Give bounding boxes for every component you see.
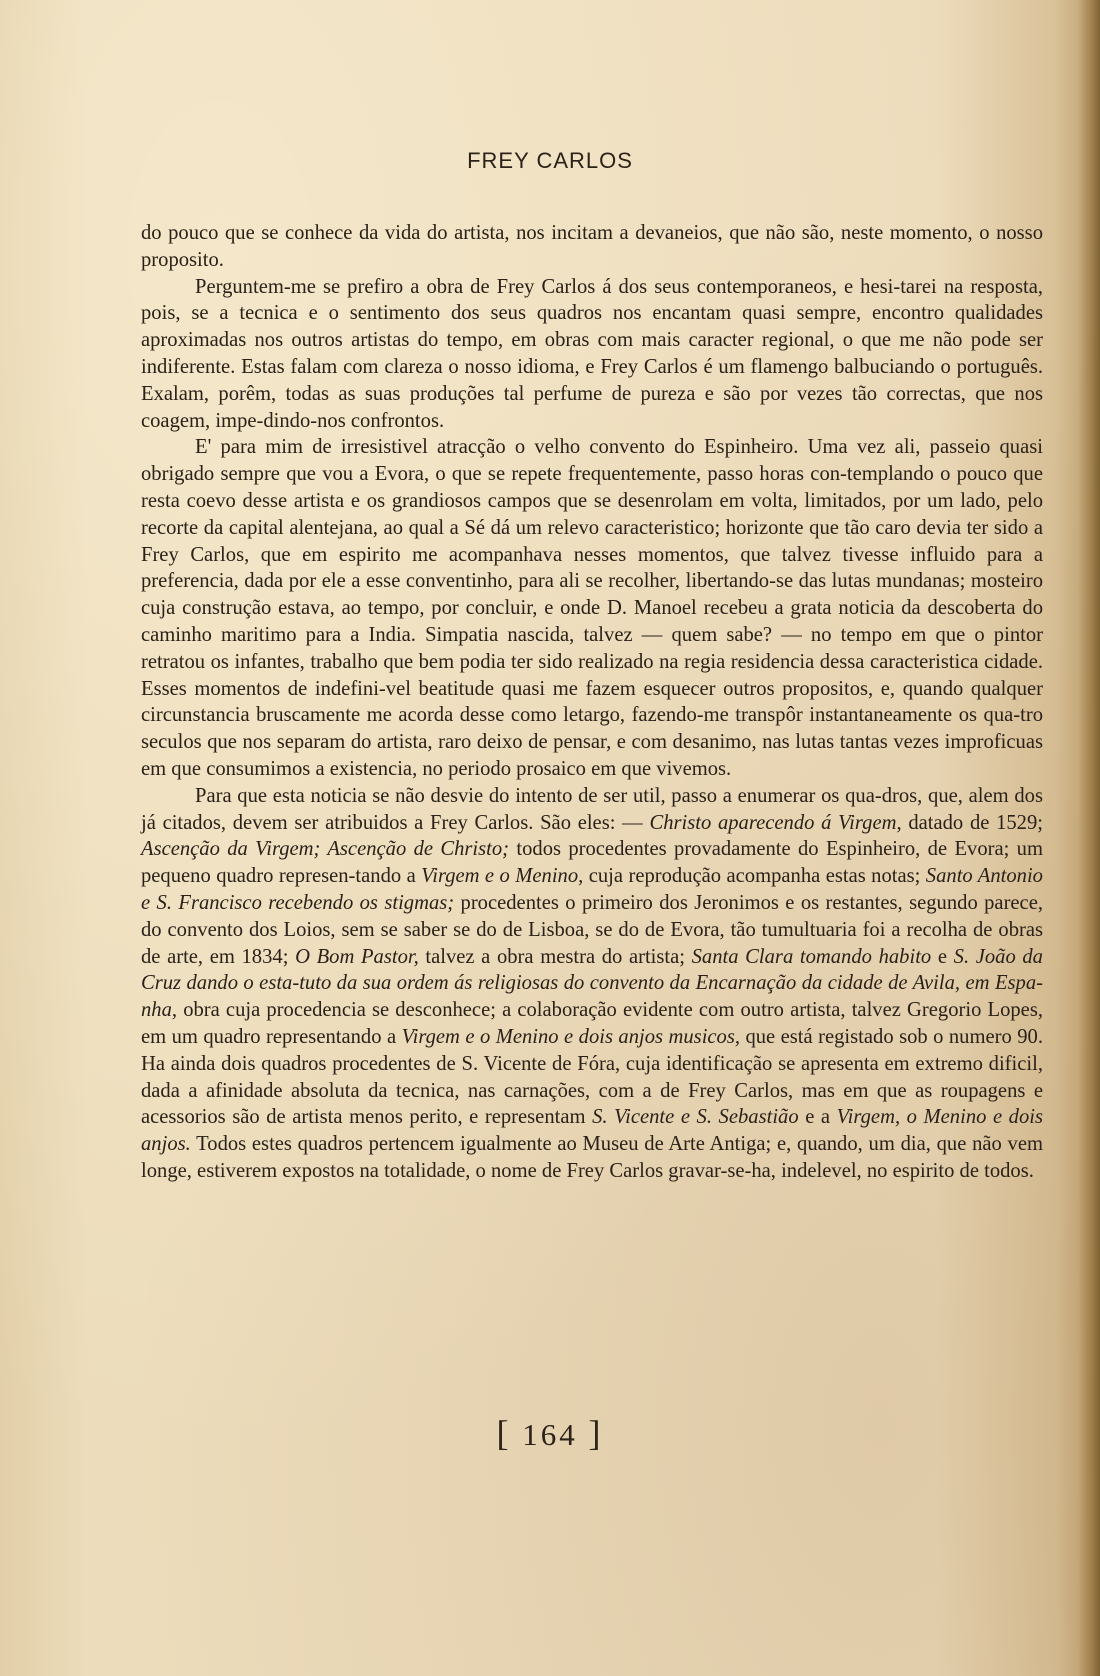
paragraph: E' para mim de irresistivel atracção o velho convento do Espinheiro. Uma vez ali, passeio quasi obrigado sempre que vou a Evora, o que se repete frequentemente, passo horas con-templando o pouco que resta coevo desse artista e os grandiosos campos que se desenrolam em volta, limitados, por um lado, pelo recorte da capital alentejana, ao qual a Sé dá um relevo caracteristico; horizonte que tão caro devia ter sido a Frey Carlos, que em espirito me acompanhava nesses momentos, que talvez tivesse influido para a preferencia, dada por ele a esse conventinho, para ali se recolher, libertando-se das lutas mundanas; mosteiro cuja construção estava, ao tempo, por concluir, e onde D. Manoel recebeu a grata noticia da descoberta do caminho maritimo para a India. Simpatia nascida, talvez — quem sabe? — no tempo em que o pintor retratou os infantes, trabalho que bem podia ter sido realizado na regia residencia dessa caracteristica cidade. Esses momentos de indefini-vel beatitude quasi me fazem esquecer outros propositos, e, quando qualquer circunstancia bruscamente me acorda desse como letargo, fazendo-me transpôr instantaneamente os qua-tro seculos que nos separam do artista, raro deixo de pensar, e com desanimo, nas lutas tantas vezes improficuas em que consumimos a existencia, no periodo prosaico em que vivemos. (141, 436, 1043, 780)
work-title: O Bom Pastor, (295, 945, 419, 968)
text-run: e (931, 945, 954, 968)
work-title: Santa Clara tomando habito (691, 945, 932, 968)
paragraph: Perguntem-me se prefiro a obra de Frey Carlos á dos seus contemporaneos, e hesi-tarei na resposta, pois, se a tecnica e o sentimento dos seus quadros nos encantam quasi sempre, encontro qualidades aproximadas nos outros artistas do tempo, em obras com mais caracter regional, o que me não pode ser indiferente. Estas falam com clareza o nosso idioma, e Frey Carlos é um flamengo balbuciando o português. Exalam, porêm, todas as suas produções tal perfume de pureza e são por vezes tão correctas, que nos coagem, impe-dindo-nos confrontos. (141, 275, 1043, 432)
work-title: S. João da Cruz dando o esta-tuto da sua ordem ás religiosas do convento da Encarnação da cidade de Avila, em Espa-nha, (141, 945, 1043, 1022)
work-title: Christo aparecendo á Virgem, (649, 811, 902, 834)
work-title: Virgem e o Menino e dois anjos musicos, (401, 1025, 741, 1048)
work-title: Ascenção da Virgem; Ascenção de Christo; (141, 838, 510, 861)
text-run: e a (798, 1106, 837, 1129)
work-title: Santo Antonio e S. Francisco recebendo os stigmas; (141, 865, 1043, 914)
paragraph: do pouco que se conhece da vida do artista, nos incitam a devaneios, que não são, neste momento, o nosso proposito. (141, 222, 1043, 271)
bracket-close: ] (588, 1413, 604, 1453)
bracket-open: [ (496, 1413, 512, 1453)
paragraph-list-of-works (141, 783, 1043, 1185)
page-number-value: 164 (522, 1417, 578, 1452)
text-run: que está registado sob o numero 90. Ha ainda dois quadros procedentes de S. Vicente de Fóra, cuja identificação se apresenta em extremo dificil, dada a afinidade absoluta da tecnica, nas carnações, com a de Frey Carlos, mas em que as roupagens e acessorios são de artista menos perito, e representam (141, 1025, 1043, 1129)
body-text (141, 220, 1043, 1185)
text-run: todos procedentes provadamente do Espinheiro, de Evora; um pequeno quadro represen-tando a (141, 838, 1043, 888)
text-run: cuja reprodução acompanha estas notas; (583, 865, 926, 888)
work-title: S. Vicente e S. Sebastião (592, 1106, 799, 1129)
text-run: Todos estes quadros pertencem igualmente ao Museu de Arte Antiga; e, quando, um dia, que não vem longe, estiverem expostos na totalidade, o nome de Frey Carlos gravar-se-ha, indelevel, no espirito de todos. (141, 1133, 1043, 1182)
text-run: Para que esta noticia se não desvie do intento de ser util, passo a enumerar os qua-dros, que, alem dos já citados, devem ser atribuidos a Frey Carlos. São eles: — (141, 784, 1043, 834)
work-title: Virgem, o Menino e dois anjos. (141, 1106, 1044, 1156)
page-number (0, 1412, 1100, 1454)
text-run: obra cuja procedencia se desconhece; a colaboração evidente com outro artista, talvez Gregorio Lopes, em um quadro representando a (141, 999, 1043, 1048)
work-title: Virgem e o Menino, (421, 865, 584, 888)
text-run: procedentes o primeiro dos Jeronimos e os restantes, segundo parece, do convento dos Loios, sem se saber se do de Lisboa, se do de Evora, tão tumultuaria foi a recolha de obras de arte, em 1834; (141, 891, 1043, 968)
running-head: FREY CARLOS (467, 148, 633, 173)
text-run: talvez a obra mestra do artista; (418, 945, 692, 968)
text-run: datado de 1529; (901, 811, 1043, 834)
